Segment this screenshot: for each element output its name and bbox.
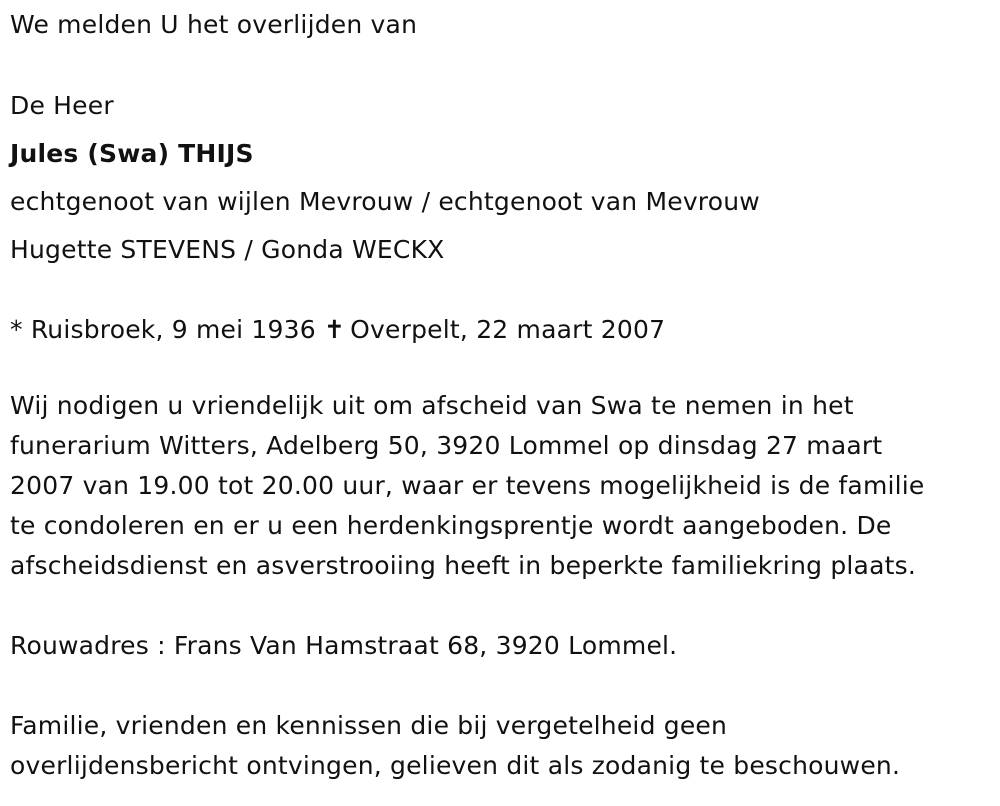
spacer [10, 666, 985, 706]
intro-text: We melden U het overlijden van [10, 10, 418, 39]
cross-icon: ✝ [324, 315, 346, 344]
spacer [10, 354, 985, 386]
title-prefix: De Heer [10, 91, 114, 120]
invitation-paragraph [10, 386, 985, 586]
death-notice [10, 0, 985, 786]
invitation-line: Wij nodigen u vriendelijk uit om afscheid van Swa te nemen in het [10, 391, 854, 420]
spacer [10, 274, 985, 306]
invitation-line: afscheidsdienst en asverstrooiing heeft in beperkte familiekring plaats. [10, 551, 916, 580]
invitation-line: funerarium Witters, Adelberg 50, 3920 Lommel op dinsdag 27 maart [10, 431, 883, 460]
mourning-address: Rouwadres : Frans Van Hamstraat 68, 3920 Lommel. [10, 631, 678, 660]
dates-line [10, 306, 985, 354]
deceased-name: Jules (Swa) THIJS [10, 139, 254, 168]
closing-line: overlijdensbericht ontvingen, gelieven dit als zodanig te beschouwen. [10, 751, 901, 780]
closing-paragraph [10, 706, 985, 786]
spacer [10, 586, 985, 626]
invitation-line: te condoleren en er u een herdenkingsprentje wordt aangeboden. De [10, 511, 892, 540]
death-info: Overpelt, 22 maart 2007 [350, 315, 666, 344]
closing-line: Familie, vrienden en kennissen die bij vergetelheid geen [10, 711, 728, 740]
spouse-line-1: echtgenoot van wijlen Mevrouw / echtgenoot van Mevrouw [10, 187, 760, 216]
spouse-line-2: Hugette STEVENS / Gonda WECKX [10, 235, 445, 264]
birth-info: * Ruisbroek, 9 mei 1936 [10, 315, 316, 344]
invitation-line: 2007 van 19.00 tot 20.00 uur, waar er tevens mogelijkheid is de familie [10, 471, 925, 500]
spacer [10, 50, 985, 82]
